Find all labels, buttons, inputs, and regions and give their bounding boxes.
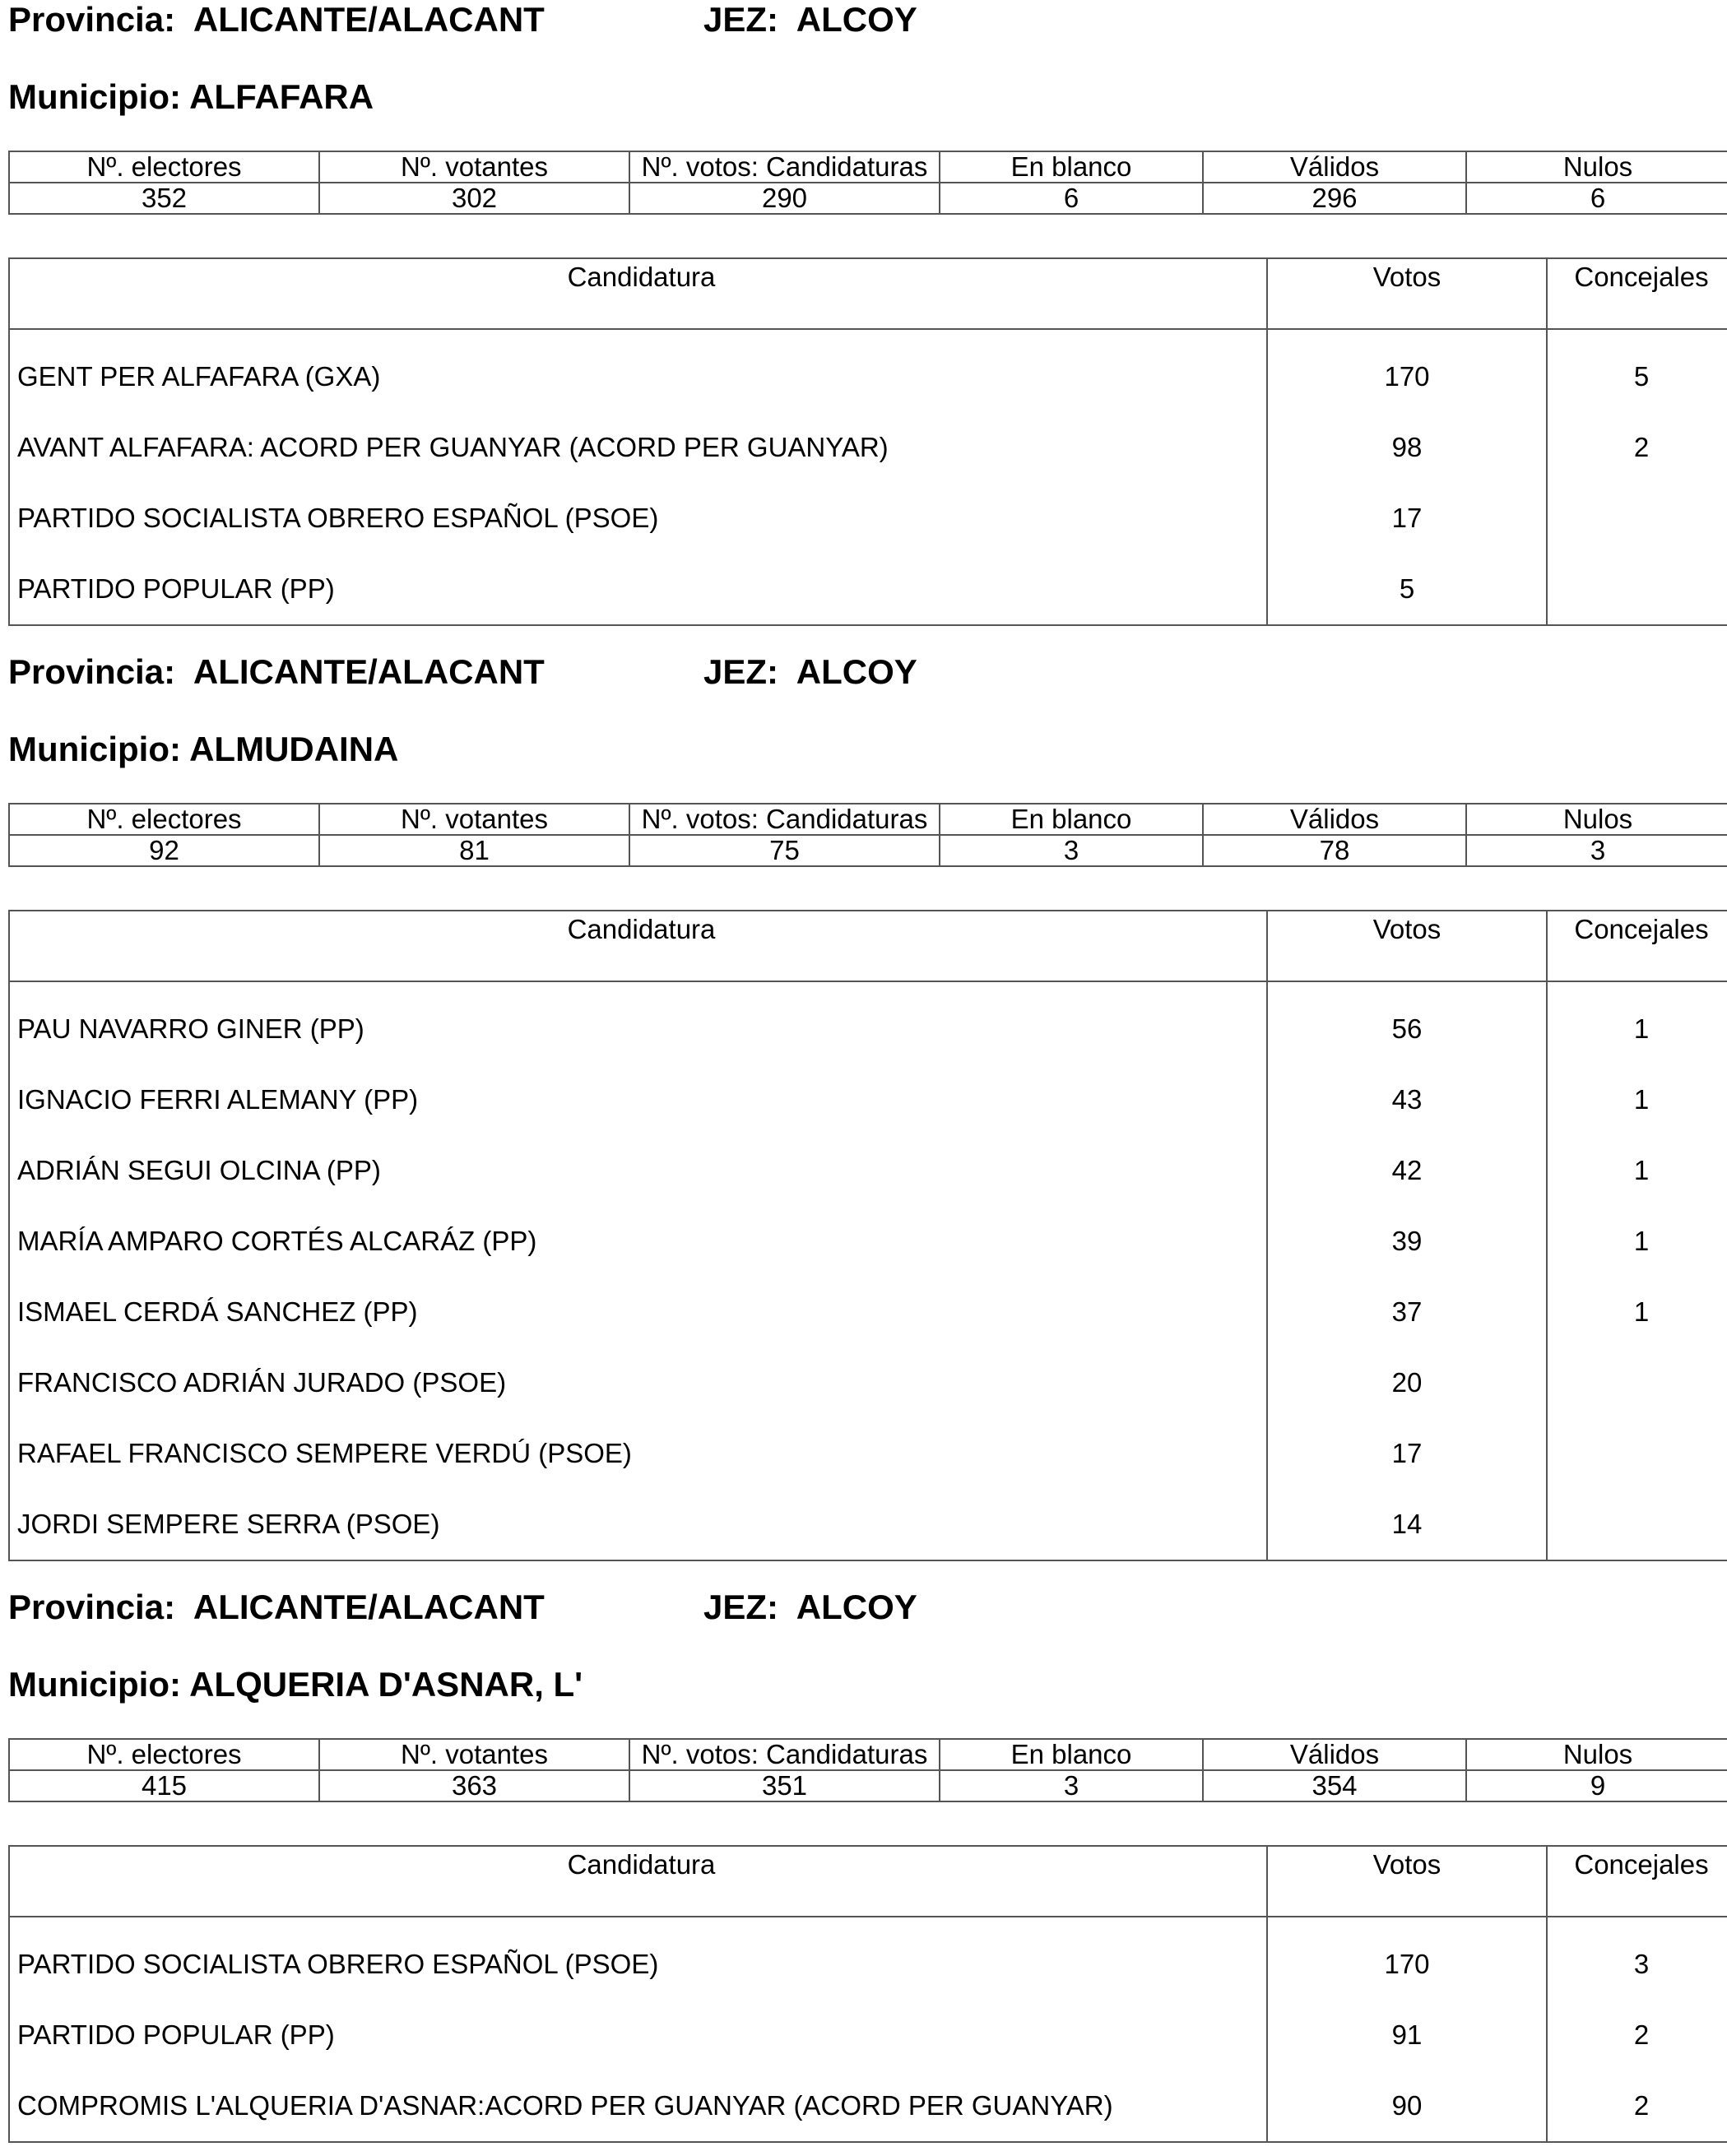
candidate-votes: 20 <box>1267 1347 1547 1418</box>
candidate-votes: 17 <box>1267 1418 1547 1489</box>
provincia-value: ALICANTE/ALACANT <box>193 1588 545 1626</box>
candidates-header-row <box>9 258 1727 329</box>
candidate-votes: 5 <box>1267 554 1547 625</box>
stats-value-cell: 352 <box>9 183 319 214</box>
jez-line <box>703 1588 917 1627</box>
votos-header: Votos <box>1267 258 1547 329</box>
stats-value-row <box>9 1770 1727 1801</box>
stats-value-cell: 302 <box>319 183 629 214</box>
candidate-row <box>9 1277 1727 1347</box>
stats-header-cell: Nº. electores <box>9 151 319 183</box>
concejales-header: Concejales <box>1547 1846 1727 1917</box>
municipio-value: ALQUERIA D'ASNAR, L' <box>189 1665 583 1704</box>
candidate-name: PAU NAVARRO GINER (PP) <box>17 1013 364 1044</box>
stats-value-cell: 354 <box>1203 1770 1466 1801</box>
candidate-row <box>9 1418 1727 1489</box>
candidate-councillors <box>1547 1418 1727 1489</box>
candidate-row <box>9 329 1727 412</box>
candidate-name: IGNACIO FERRI ALEMANY (PP) <box>17 1084 419 1115</box>
jez-line <box>703 0 917 39</box>
candidate-row <box>9 1135 1727 1206</box>
candidate-votes: 42 <box>1267 1135 1547 1206</box>
municipio-value: ALFAFARA <box>189 77 374 116</box>
candidate-councillors: 2 <box>1547 2070 1727 2142</box>
stats-header-cell: Nº. votantes <box>319 151 629 183</box>
stats-header-cell: Válidos <box>1203 1739 1466 1770</box>
candidate-name: PARTIDO POPULAR (PP) <box>17 2019 335 2050</box>
candidate-row <box>9 981 1727 1064</box>
stats-header-cell: Nº. votos: Candidaturas <box>629 804 940 835</box>
candidate-row <box>9 1347 1727 1418</box>
stats-header-cell: Válidos <box>1203 804 1466 835</box>
candidate-councillors <box>1547 1347 1727 1418</box>
candidate-name: FRANCISCO ADRIÁN JURADO (PSOE) <box>17 1367 507 1398</box>
candidatura-header: Candidatura <box>9 911 1267 981</box>
candidates-table <box>8 1845 1727 2143</box>
candidate-councillors: 1 <box>1547 1206 1727 1277</box>
municipio-label: Municipio: <box>8 77 181 116</box>
candidate-name: ADRIÁN SEGUI OLCINA (PP) <box>17 1155 381 1185</box>
municipio-label: Municipio: <box>8 730 181 768</box>
candidate-name: PARTIDO SOCIALISTA OBRERO ESPAÑOL (PSOE) <box>17 1949 659 1979</box>
municipio-label: Municipio: <box>8 1665 181 1704</box>
votos-header: Votos <box>1267 911 1547 981</box>
stats-value-cell: 351 <box>629 1770 940 1801</box>
candidatura-header: Candidatura <box>9 258 1267 329</box>
stats-header-cell: Nº. votantes <box>319 804 629 835</box>
stats-header-cell: Nº. votos: Candidaturas <box>629 1739 940 1770</box>
stats-header-row <box>9 804 1727 835</box>
votos-header: Votos <box>1267 1846 1547 1917</box>
candidates-header-row <box>9 1846 1727 1917</box>
provincia-label: Provincia: <box>8 0 176 39</box>
stats-header-cell: En blanco <box>940 151 1203 183</box>
candidate-councillors: 2 <box>1547 412 1727 483</box>
candidate-name: ISMAEL CERDÁ SANCHEZ (PP) <box>17 1296 418 1327</box>
candidates-table <box>8 257 1727 626</box>
candidate-row <box>9 1489 1727 1560</box>
stats-table <box>8 151 1727 215</box>
stats-value-cell: 363 <box>319 1770 629 1801</box>
candidate-name: GENT PER ALFAFARA (GXA) <box>17 361 381 392</box>
concejales-header: Concejales <box>1547 258 1727 329</box>
stats-header-cell: Nº. electores <box>9 1739 319 1770</box>
jez-label: JEZ: <box>703 1588 779 1626</box>
stats-value-cell: 75 <box>629 835 940 866</box>
stats-value-cell: 81 <box>319 835 629 866</box>
municipio-line <box>8 77 374 117</box>
candidate-votes: 170 <box>1267 1917 1547 2000</box>
jez-value: ALCOY <box>796 0 917 39</box>
candidate-votes: 39 <box>1267 1206 1547 1277</box>
stats-value-row <box>9 835 1727 866</box>
jez-line <box>703 652 917 692</box>
candidatura-header: Candidatura <box>9 1846 1267 1917</box>
stats-value-cell: 290 <box>629 183 940 214</box>
candidate-row <box>9 1206 1727 1277</box>
candidate-row <box>9 554 1727 625</box>
stats-value-cell: 3 <box>940 1770 1203 1801</box>
jez-value: ALCOY <box>796 652 917 691</box>
candidate-votes: 43 <box>1267 1064 1547 1135</box>
provincia-line <box>8 0 545 39</box>
candidate-councillors <box>1547 1489 1727 1560</box>
candidate-name: COMPROMIS L'ALQUERIA D'ASNAR:ACORD PER GUANYAR (ACORD PER GUANYAR) <box>17 2090 1113 2121</box>
stats-value-row <box>9 183 1727 214</box>
municipio-value: ALMUDAINA <box>189 730 399 768</box>
candidate-name: JORDI SEMPERE SERRA (PSOE) <box>17 1509 440 1539</box>
provincia-value: ALICANTE/ALACANT <box>193 652 545 691</box>
stats-value-cell: 78 <box>1203 835 1466 866</box>
stats-header-cell: Nulos <box>1466 804 1727 835</box>
jez-label: JEZ: <box>703 652 779 691</box>
provincia-line <box>8 652 545 692</box>
municipio-line <box>8 1665 583 1704</box>
stats-value-cell: 296 <box>1203 183 1466 214</box>
concejales-header: Concejales <box>1547 911 1727 981</box>
candidate-name: RAFAEL FRANCISCO SEMPERE VERDÚ (PSOE) <box>17 1438 632 1468</box>
stats-header-cell: Nulos <box>1466 151 1727 183</box>
stats-header-cell: Nulos <box>1466 1739 1727 1770</box>
stats-table <box>8 803 1727 867</box>
candidate-councillors: 1 <box>1547 1135 1727 1206</box>
candidate-name: PARTIDO POPULAR (PP) <box>17 573 335 604</box>
provincia-label: Provincia: <box>8 1588 176 1626</box>
candidate-name: PARTIDO SOCIALISTA OBRERO ESPAÑOL (PSOE) <box>17 503 659 533</box>
jez-label: JEZ: <box>703 0 779 39</box>
stats-value-cell: 92 <box>9 835 319 866</box>
provincia-value: ALICANTE/ALACANT <box>193 0 545 39</box>
candidates-header-row <box>9 911 1727 981</box>
candidate-votes: 56 <box>1267 981 1547 1064</box>
candidate-councillors: 1 <box>1547 1277 1727 1347</box>
candidate-councillors <box>1547 483 1727 554</box>
candidate-votes: 91 <box>1267 2000 1547 2070</box>
candidate-votes: 170 <box>1267 329 1547 412</box>
stats-value-cell: 6 <box>1466 183 1727 214</box>
stats-header-row <box>9 151 1727 183</box>
stats-header-cell: Nº. electores <box>9 804 319 835</box>
candidate-votes: 37 <box>1267 1277 1547 1347</box>
candidate-votes: 14 <box>1267 1489 1547 1560</box>
candidate-row <box>9 1917 1727 2000</box>
candidate-councillors: 5 <box>1547 329 1727 412</box>
stats-header-cell: Válidos <box>1203 151 1466 183</box>
candidate-name: MARÍA AMPARO CORTÉS ALCARÁZ (PP) <box>17 1226 537 1256</box>
stats-header-cell: Nº. votos: Candidaturas <box>629 151 940 183</box>
candidate-councillors: 2 <box>1547 2000 1727 2070</box>
stats-header-row <box>9 1739 1727 1770</box>
candidate-councillors <box>1547 554 1727 625</box>
stats-value-cell: 9 <box>1466 1770 1727 1801</box>
stats-value-cell: 3 <box>1466 835 1727 866</box>
stats-header-cell: Nº. votantes <box>319 1739 629 1770</box>
candidate-row <box>9 1064 1727 1135</box>
stats-value-cell: 3 <box>940 835 1203 866</box>
stats-value-cell: 415 <box>9 1770 319 1801</box>
jez-value: ALCOY <box>796 1588 917 1626</box>
candidate-votes: 17 <box>1267 483 1547 554</box>
stats-header-cell: En blanco <box>940 1739 1203 1770</box>
candidate-votes: 98 <box>1267 412 1547 483</box>
candidate-row <box>9 2000 1727 2070</box>
candidate-votes: 90 <box>1267 2070 1547 2142</box>
stats-header-cell: En blanco <box>940 804 1203 835</box>
stats-table <box>8 1738 1727 1802</box>
candidate-row <box>9 2070 1727 2142</box>
provincia-line <box>8 1588 545 1627</box>
candidate-name: AVANT ALFAFARA: ACORD PER GUANYAR (ACORD PER GUANYAR) <box>17 432 889 462</box>
candidates-table <box>8 910 1727 1561</box>
provincia-label: Provincia: <box>8 652 176 691</box>
candidate-councillors: 1 <box>1547 981 1727 1064</box>
stats-value-cell: 6 <box>940 183 1203 214</box>
candidate-councillors: 1 <box>1547 1064 1727 1135</box>
municipio-line <box>8 730 398 769</box>
candidate-row <box>9 412 1727 483</box>
candidate-row <box>9 483 1727 554</box>
candidate-councillors: 3 <box>1547 1917 1727 2000</box>
